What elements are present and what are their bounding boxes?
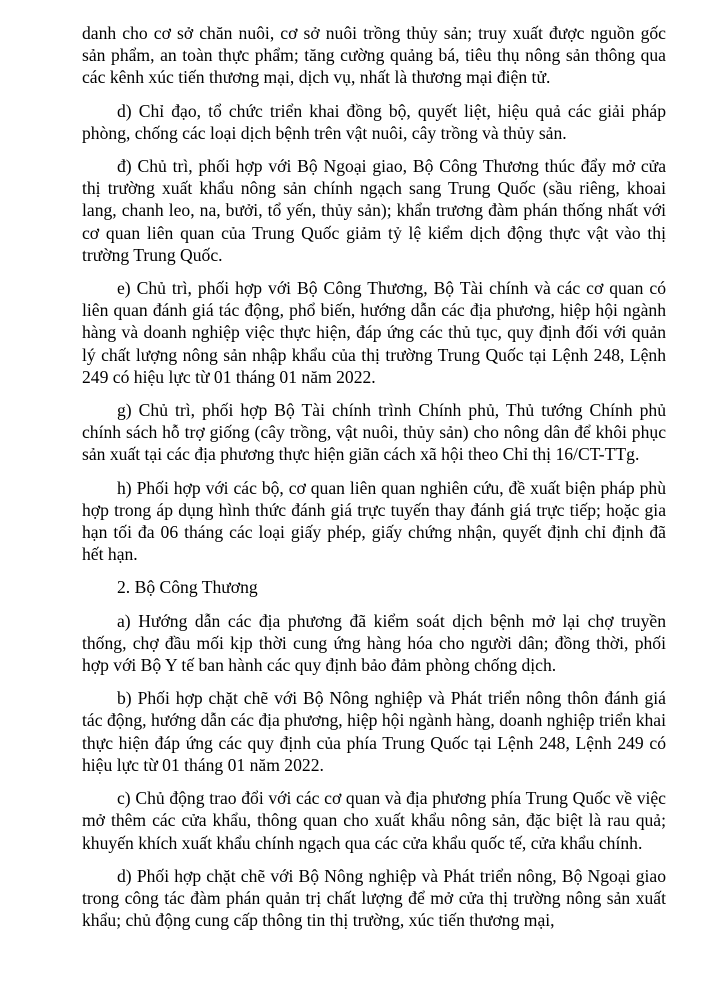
section-paragraph-d: d) Phối hợp chặt chẽ với Bộ Nông nghiệp và Phát triển nông, Bộ Ngoại giao trong công tác đàm phán quản trị chất lượng để mở cửa thị trường nông sản xuất khẩu; chủ động cung cấp thông tin thị trường, xúc tiến thương mại, [82, 865, 666, 931]
paragraph-item-e: e) Chủ trì, phối hợp với Bộ Công Thương, Bộ Tài chính và các cơ quan có liên quan đánh giá tác động, phổ biến, hướng dẫn các địa phương, hiệp hội ngành hàng và doanh nghiệp việc thực hiện, đáp ứng các thủ tục, quy định đối với quản lý chất lượng nông sản nhập khẩu của thị trường Trung Quốc tại Lệnh 248, Lệnh 249 có hiệu lực từ 01 tháng 01 năm 2022. [82, 278, 666, 387]
paragraph-item-dd: đ) Chủ trì, phối hợp với Bộ Ngoại giao, Bộ Công Thương thúc đẩy mở cửa thị trường xuất khẩu nông sản chính ngạch sang Trung Quốc (sầu riêng, khoai lang, chanh leo, na, bưởi, tổ yến, thủy sản); khẩn trương đàm phán thống nhất với cơ quan liên quan của Trung Quốc giảm tỷ lệ kiểm dịch động thực vật vào thị trường Trung Quốc. [82, 156, 666, 265]
section-paragraph-a: a) Hướng dẫn các địa phương đã kiểm soát dịch bệnh mở lại chợ truyền thống, chợ đầu mối kịp thời cung ứng hàng hóa cho người dân; đồng thời, phối hợp với Bộ Y tế ban hành các quy định bảo đảm phòng chống dịch. [82, 610, 666, 676]
section-paragraph-c: c) Chủ động trao đổi với các cơ quan và địa phương phía Trung Quốc về việc mở thêm các cửa khẩu, thông quan cho xuất khẩu nông sản, đặc biệt là rau quả; khuyến khích xuất khẩu chính ngạch qua các cửa khẩu quốc tế, cửa khẩu chính. [82, 788, 666, 853]
paragraph-item-h: h) Phối hợp với các bộ, cơ quan liên quan nghiên cứu, đề xuất biện pháp phù hợp trong áp dụng hình thức đánh giá trực tuyến thay đánh giá trực tiếp; hoặc gia hạn tối đa 06 tháng các loại giấy phép, giấy chứng nhận, quyết định chỉ định đã hết hạn. [82, 477, 666, 565]
paragraph-item-d: d) Chỉ đạo, tổ chức triển khai đồng bộ, quyết liệt, hiệu quả các giải pháp phòng, chống các loại dịch bệnh trên vật nuôi, cây trồng và thủy sản. [82, 100, 666, 143]
section-paragraph-b: b) Phối hợp chặt chẽ với Bộ Nông nghiệp và Phát triển nông thôn đánh giá tác động, hướng dẫn các địa phương, hiệp hội ngành hàng, doanh nghiệp triển khai thực hiện đáp ứng các quy định của phía Trung Quốc tại Lệnh 248, Lệnh 249 có hiệu lực từ 01 tháng 01 năm 2022. [82, 688, 666, 775]
section-heading: 2. Bộ Công Thương [117, 577, 258, 598]
paragraph-continuation: danh cho cơ sở chăn nuôi, cơ sở nuôi trồng thủy sản; truy xuất được nguồn gốc sản phẩm, an toàn thực phẩm; tăng cường quảng bá, tiêu thụ nông sản thông qua các kênh xúc tiến thương mại, dịch vụ, nhất là thương mại điện tử. [82, 23, 666, 88]
document-page [82, 22, 666, 942]
paragraph-item-g: g) Chủ trì, phối hợp Bộ Tài chính trình Chính phủ, Thủ tướng Chính phủ chính sách hỗ trợ giống (cây trồng, vật nuôi, thủy sản) cho nông dân để khôi phục sản xuất tại các địa phương thực hiện giãn cách xã hội theo Chỉ thị 16/CT-TTg. [82, 400, 666, 465]
